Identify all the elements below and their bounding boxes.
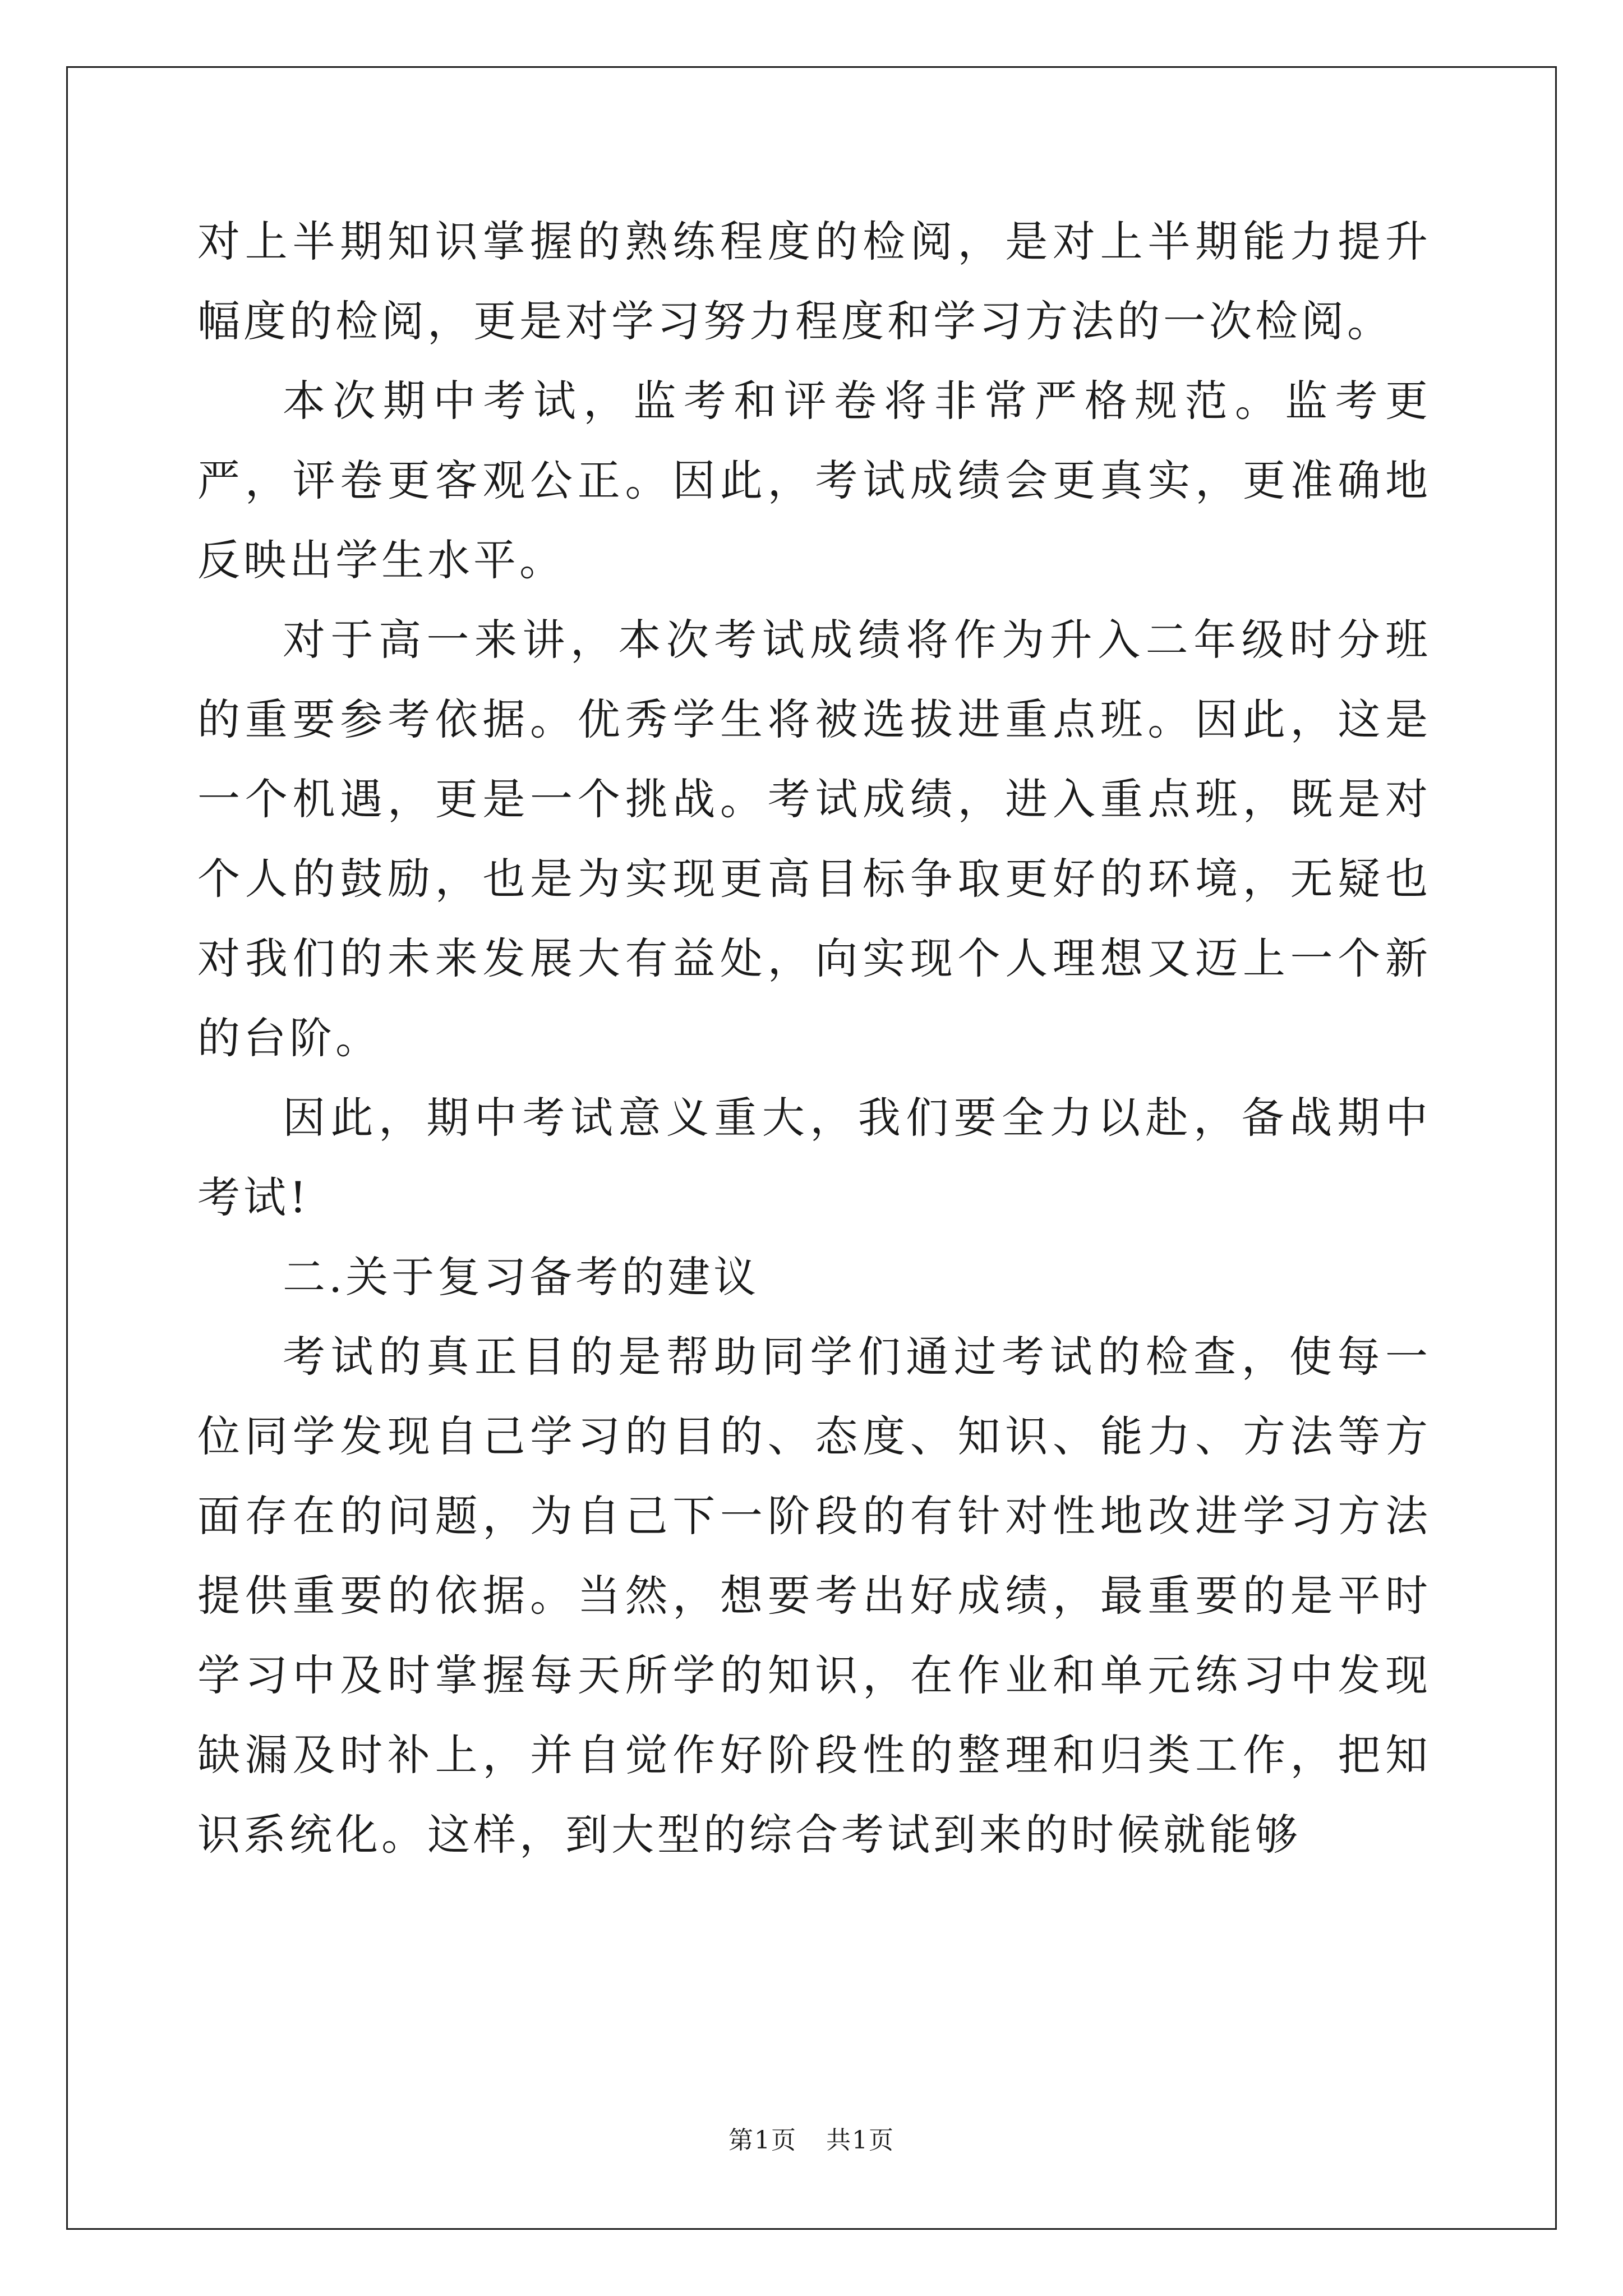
paragraph-3: 对于高一来讲，本次考试成绩将作为升入二年级时分班的重要参考依据。优秀学生将被选拔进重点班。因此，这是一个机遇，更是一个挑战。考试成绩，进入重点班，既是对个人的鼓励，也是为实现更高目标争取更好的环境，无疑也对我们的未来发展大有益处，向实现个人理想又迈上一个新的台阶。	[197, 615, 1431, 1063]
page-total: 共1页	[826, 2126, 895, 2155]
page-number: 第1页	[728, 2126, 797, 2155]
paragraph-2: 本次期中考试，监考和评卷将非常严格规范。监考更严，评卷更客观公正。因此，考试成绩会更真实，更准确地反映出学生水平。	[197, 376, 1431, 585]
paragraph-1: 对上半期知识掌握的熟练程度的检阅，是对上半期能力提升幅度的检阅，更是对学习努力程度和学习方法的一次检阅。	[197, 217, 1431, 346]
page-footer	[0, 2124, 1623, 2157]
section-heading: 二.关于复习备考的建议	[283, 1252, 760, 1302]
document-body	[197, 202, 1431, 1875]
paragraph-4: 因此，期中考试意义重大，我们要全力以赴，备战期中考试!	[197, 1093, 1431, 1222]
paragraph-5: 考试的真正目的是帮助同学们通过考试的检查，使每一位同学发现自己学习的目的、态度、知识、能力、方法等方面存在的问题，为自己下一阶段的有针对性地改进学习方法提供重要的依据。当然，想要考出好成绩，最重要的是平时学习中及时掌握每天所学的知识，在作业和单元练习中发现缺漏及时补上，并自觉作好阶段性的整理和归类工作，把知识系统化。这样，到大型的综合考试到来的时候就能够	[197, 1332, 1431, 1860]
